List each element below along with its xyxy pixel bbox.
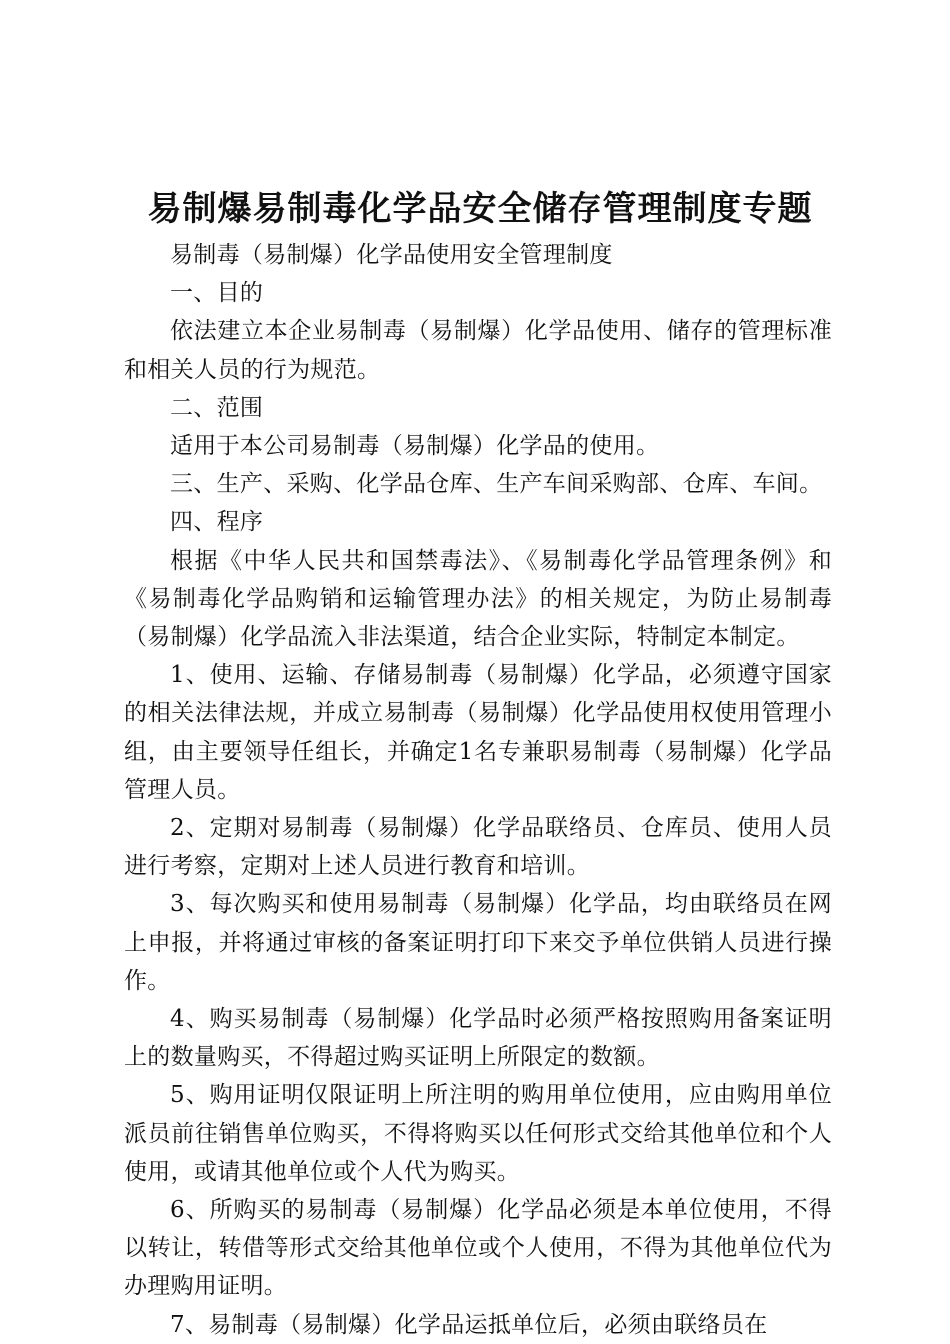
list-item: 4、购买易制毒（易制爆）化学品时必须严格按照购用备案证明上的数量购买，不得超过购买证明上所限定的数额。 bbox=[124, 1006, 832, 1071]
list-item: 5、购用证明仅限证明上所注明的购用单位使用，应由购用单位派员前往销售单位购买，不得将购买以任何形式交给其他单位和个人使用，或请其他单位或个人代为购买。 bbox=[124, 1082, 832, 1185]
document-title: 易制爆易制毒化学品安全储存管理制度专题 bbox=[147, 189, 813, 229]
section-heading-scope: 二、范围 bbox=[170, 394, 264, 421]
list-item: 7、易制毒（易制爆）化学品运抵单位后，必须由联络员在 bbox=[170, 1311, 768, 1338]
paragraph: 根据《中华人民共和国禁毒法》、《易制毒化学品管理条例》和《易制毒化学品购销和运输管理办法》的相关规定，为防止易制毒（易制爆）化学品流入非法渠道，结合企业实际，特制定本制定。 bbox=[124, 547, 832, 651]
list-item: 2、定期对易制毒（易制爆）化学品联络员、仓库员、使用人员进行考察，定期对上述人员进行教育和培训。 bbox=[124, 815, 832, 880]
list-item: 3、每次购买和使用易制毒（易制爆）化学品，均由联络员在网上申报，并将通过审核的备案证明打印下来交予单位供销人员进行操作。 bbox=[124, 891, 832, 994]
section-heading-departments: 三、生产、采购、化学品仓库、生产车间采购部、仓库、车间。 bbox=[170, 471, 823, 498]
list-item: 1、使用、运输、存储易制毒（易制爆）化学品，必须遵守国家的相关法律法规，并成立易制毒（易制爆）化学品使用权使用管理小组，由主要领导任组长，并确定1名专兼职易制毒（易制爆）化学品管理人员。 bbox=[124, 662, 832, 803]
document-body bbox=[124, 236, 832, 1344]
paragraph: 依法建立本企业易制毒（易制爆）化学品使用、储存的管理标准和相关人员的行为规范。 bbox=[124, 318, 832, 383]
paragraph-subtitle: 易制毒（易制爆）化学品使用安全管理制度 bbox=[170, 242, 613, 268]
paragraph: 适用于本公司易制毒（易制爆）化学品的使用。 bbox=[170, 433, 660, 460]
section-heading-purpose: 一、目的 bbox=[170, 280, 264, 307]
list-item: 6、所购买的易制毒（易制爆）化学品必须是本单位使用，不得以转让，转借等形式交给其他单位或个人使用，不得为其他单位代为办理购用证明。 bbox=[124, 1197, 832, 1300]
section-heading-procedure: 四、程序 bbox=[170, 509, 264, 536]
